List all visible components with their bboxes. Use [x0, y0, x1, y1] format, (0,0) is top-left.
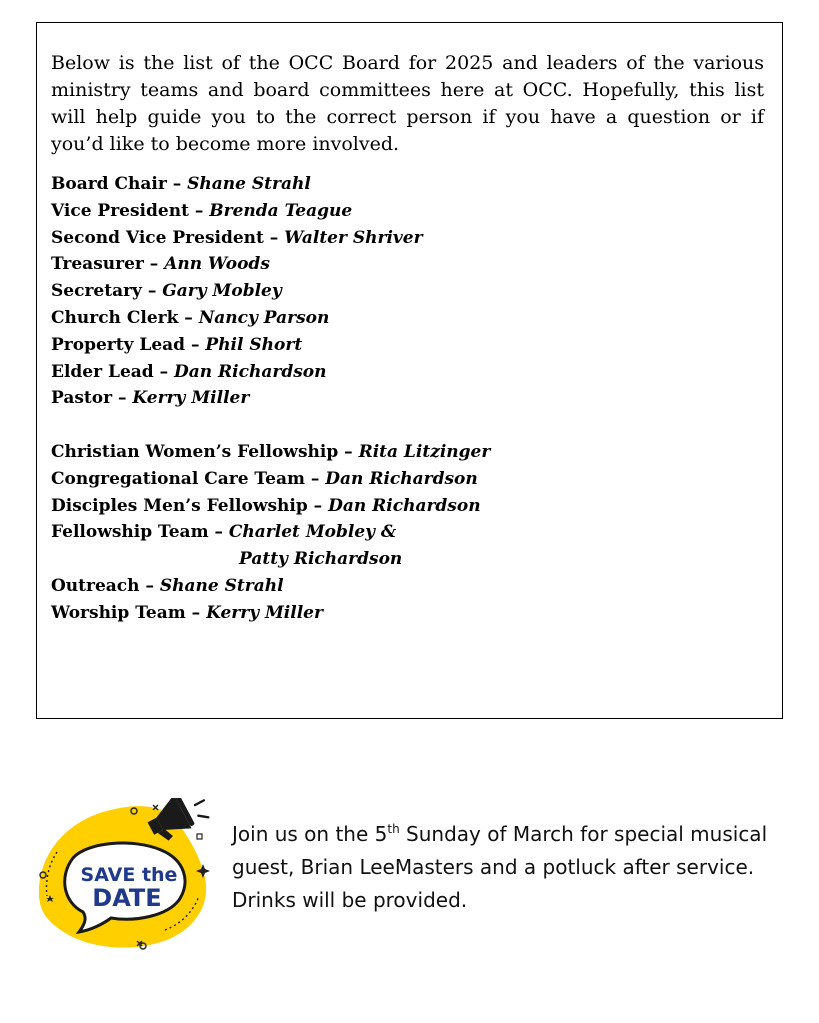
role-separator: – [143, 254, 165, 275]
ministry-teams-list [51, 439, 764, 627]
person-name: Kerry Miller [132, 388, 250, 409]
intro-paragraph: Below is the list of the OCC Board for 2025 and leaders of the various ministry teams and board committees here at OCC. Hopefully, this list will help guide you to the correct person if you have a question or if you’d like to become more involved. [51, 52, 764, 155]
person-name: Shane Strahl [187, 174, 311, 194]
role-separator: – [185, 334, 206, 355]
role-separator: – [112, 388, 133, 409]
role-separator: – [178, 307, 199, 328]
role-separator: – [141, 281, 163, 302]
role-label: Worship Team [51, 602, 186, 623]
roster-row [51, 332, 764, 359]
roster-row [51, 466, 764, 493]
role-label: Disciples Men’s Fellowship [51, 495, 308, 516]
roster-row [51, 305, 764, 332]
role-separator: – [139, 575, 160, 596]
role-label: Church Clerk [51, 307, 179, 328]
person-name: Nancy Parson [198, 307, 330, 328]
announcement-before: Join us on the 5 [232, 822, 388, 846]
roster-row [51, 171, 764, 198]
role-label: Outreach [51, 575, 140, 596]
person-name: Shane Strahl [159, 575, 284, 596]
roster-row [51, 385, 764, 412]
announcement-superscript: th [387, 822, 400, 836]
roster-row [51, 600, 764, 627]
role-separator: – [307, 495, 329, 516]
person-name: Phil Short [205, 334, 303, 355]
list-spacer [51, 412, 764, 439]
save-the-date-badge [33, 798, 215, 950]
role-separator: – [338, 441, 359, 462]
role-label: Board Chair [51, 174, 167, 194]
roster-row [51, 439, 764, 466]
person-name: Rita Litzinger [358, 441, 491, 462]
role-separator: – [188, 200, 210, 221]
role-label: Vice President [51, 200, 189, 221]
role-separator: – [166, 174, 188, 194]
role-label: Elder Lead [51, 361, 154, 382]
badge-text-line1: SAVE the [80, 864, 178, 886]
roster-row [51, 251, 764, 278]
announcement-text [232, 818, 802, 917]
role-separator: – [263, 227, 285, 248]
role-label: Treasurer [51, 254, 144, 275]
roster-row-continuation [51, 546, 764, 573]
roster-row [51, 519, 764, 546]
role-separator: – [208, 522, 229, 543]
board-list-box [36, 22, 783, 719]
person-name: Dan Richardson [174, 361, 327, 382]
roster-row [51, 573, 764, 600]
board-roster [51, 171, 764, 627]
badge-text-line2: DATE [92, 884, 162, 912]
person-name: Gary Mobley [162, 281, 282, 302]
role-label: Second Vice President [51, 227, 264, 248]
roster-row [51, 225, 764, 252]
roster-row [51, 278, 764, 305]
person-name: Patty Richardson [239, 549, 403, 570]
person-name: Dan Richardson [328, 495, 481, 516]
roster-row [51, 493, 764, 520]
person-name: Kerry Miller [206, 602, 323, 623]
role-separator: – [185, 602, 207, 623]
announcement-after: Sunday of March for special musical guest, Brian LeeMasters and a potluck after service. Drinks will be provided. [232, 822, 768, 912]
person-name: Ann Woods [164, 254, 270, 275]
role-label: Fellowship Team [51, 522, 209, 543]
person-name: Dan Richardson [325, 468, 478, 489]
board-officers-list [51, 171, 764, 412]
role-label: Property Lead [51, 334, 186, 355]
person-name: Charlet Mobley & [228, 522, 397, 543]
roster-row [51, 198, 764, 225]
role-label: Pastor [51, 388, 113, 409]
role-label: Secretary [51, 281, 142, 302]
role-label: Congregational Care Team [51, 468, 305, 489]
person-name: Walter Shriver [284, 227, 423, 248]
roster-row [51, 359, 764, 386]
role-separator: – [153, 361, 175, 382]
role-separator: – [304, 468, 326, 489]
person-name: Brenda Teague [209, 200, 353, 221]
role-label: Christian Women’s Fellowship [51, 441, 339, 462]
